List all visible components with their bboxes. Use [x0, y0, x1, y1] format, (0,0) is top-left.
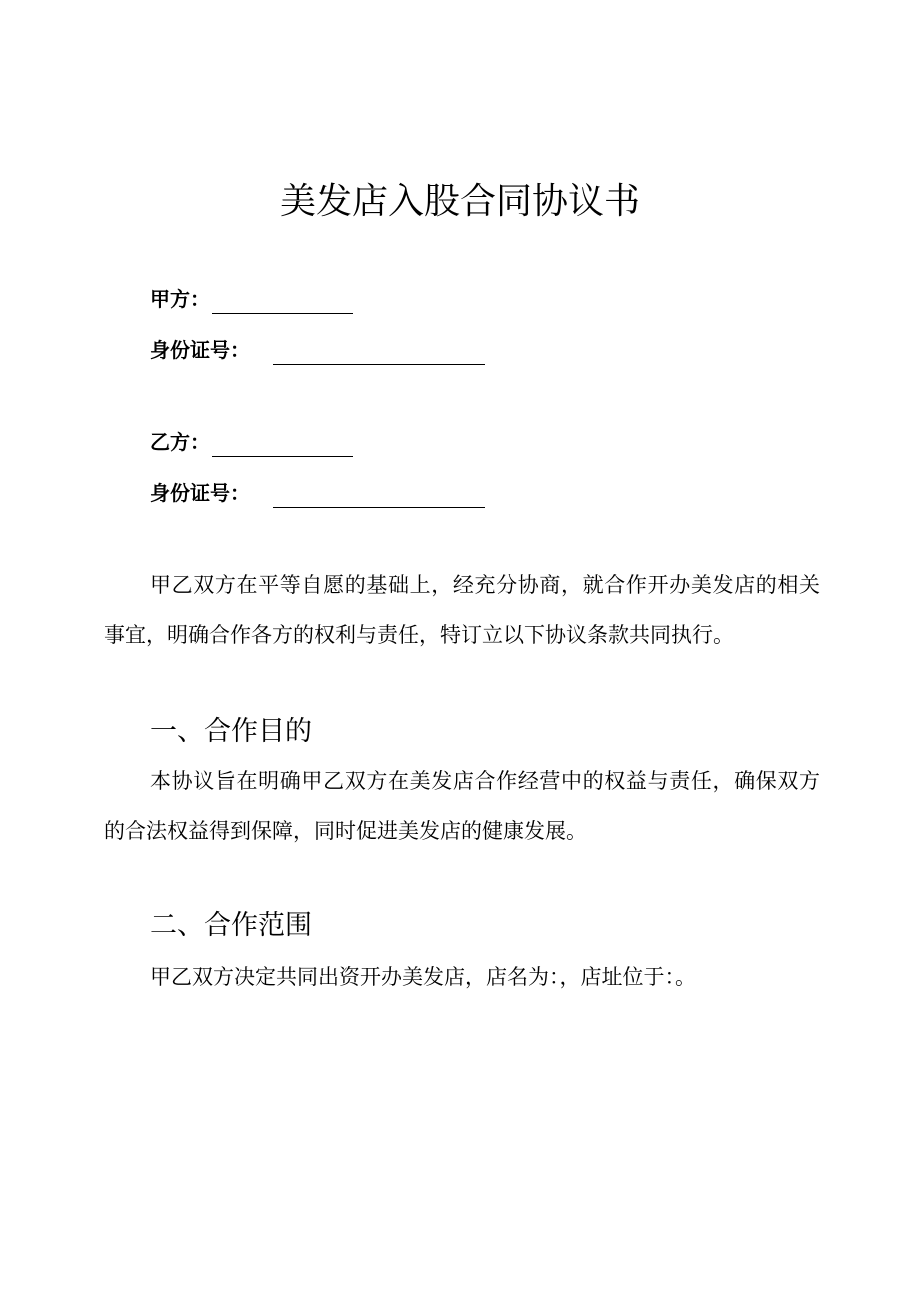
- document-title: 美发店入股合同协议书: [279, 181, 640, 222]
- party-a-id-field: [150, 335, 485, 365]
- party-a-label: 甲方：: [150, 287, 210, 311]
- party-b-id-label: 身份证号：: [150, 481, 250, 505]
- intro-paragraph: 甲乙双方在平等自愿的基础上，经充分协商，就合作开办美发店的相关事宜，明确合作各方的权利与责任，特订立以下协议条款共同执行。: [104, 573, 820, 647]
- party-a-id-label: 身份证号：: [150, 338, 250, 362]
- section-body-purpose: 本协议旨在明确甲乙双方在美发店合作经营中的权益与责任，确保双方的合法权益得到保障，同时促进美发店的健康发展。: [104, 769, 820, 843]
- party-b-id-field: [150, 478, 485, 508]
- party-b-id-blank: [273, 485, 485, 508]
- section-heading-scope: 二、合作范围: [150, 910, 312, 941]
- party-b-field: [150, 427, 353, 457]
- party-b-name-blank: [212, 434, 353, 457]
- party-a-id-blank: [273, 342, 485, 365]
- party-b-label: 乙方：: [150, 430, 210, 454]
- party-a-field: [150, 284, 353, 314]
- party-a-name-blank: [212, 291, 353, 314]
- section-body-scope: 甲乙双方决定共同出资开办美发店，店名为：，店址位于：。: [150, 965, 696, 989]
- section-heading-purpose: 一、合作目的: [150, 716, 312, 747]
